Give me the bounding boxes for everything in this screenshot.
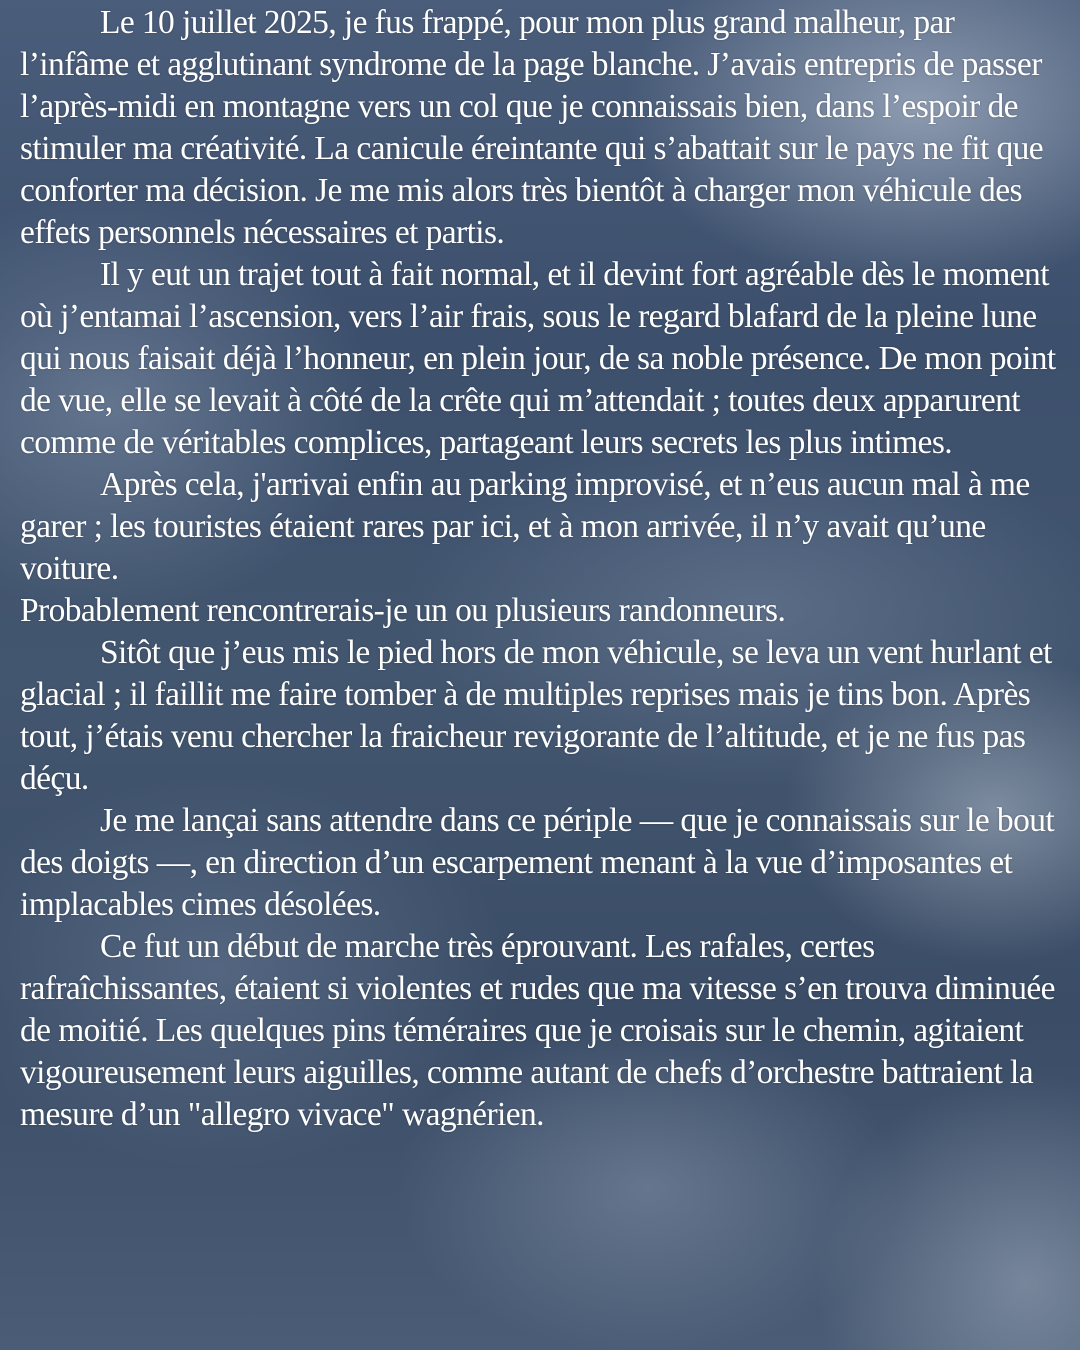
paragraph-1: Le 10 juillet 2025, je fus frappé, pour mon plus grand malheur, par l’infâme et agglutinant syndrome de la page blanche. J’avais entrepris de passer l’après-midi en montagne vers un col que je connaissais bien, dans l’espoir de stimuler ma créativité. La canicule éreintante qui s’abattait sur le pays ne fit que conforter ma décision. Je me mis alors très bientôt à charger mon véhicule des effets personnels nécessaires et partis. [20, 4, 1044, 251]
paragraph-3: Après cela, j'arrivai enfin au parking improvisé, et n’eus aucun mal à me garer ; les touristes étaient rares par ici, et à mon arrivée, il n’y avait qu’une voiture. [20, 466, 1030, 587]
paragraph-4: Probablement rencontrerais-je un ou plusieurs randonneurs. [20, 592, 786, 629]
story-text [20, 2, 1068, 1136]
paragraph-5: Sitôt que j’eus mis le pied hors de mon véhicule, se leva un vent hurlant et glacial ; il faillit me faire tomber à de multiples reprises mais je tins bon. Après tout, j’étais venu chercher la fraicheur revigorante de l’altitude, et je ne fus pas déçu. [20, 634, 1052, 797]
paragraph-7: Ce fut un début de marche très éprouvant. Les rafales, certes rafraîchissantes, étaient si violentes et rudes que ma vitesse s’en trouva diminuée de moitié. Les quelques pins téméraires que je croisais sur le chemin, agitaient vigoureusement leurs aiguilles, comme autant de chefs d’orchestre battraient la mesure d’un "allegro vivace" wagnérien. [20, 928, 1055, 1133]
paragraph-6: Je me lançai sans attendre dans ce périple — que je connaissais sur le bout des doigts —, en direction d’un escarpement menant à la vue d’imposantes et implacables cimes désolées. [20, 802, 1055, 923]
paragraph-2: Il y eut un trajet tout à fait normal, et il devint fort agréable dès le moment où j’entamai l’ascension, vers l’air frais, sous le regard blafard de la pleine lune qui nous faisait déjà l’honneur, en plein jour, de sa noble présence. De mon point de vue, elle se levait à côté de la crête qui m’attendait ; toutes deux apparurent comme de véritables complices, partageant leurs secrets les plus intimes. [20, 256, 1056, 461]
